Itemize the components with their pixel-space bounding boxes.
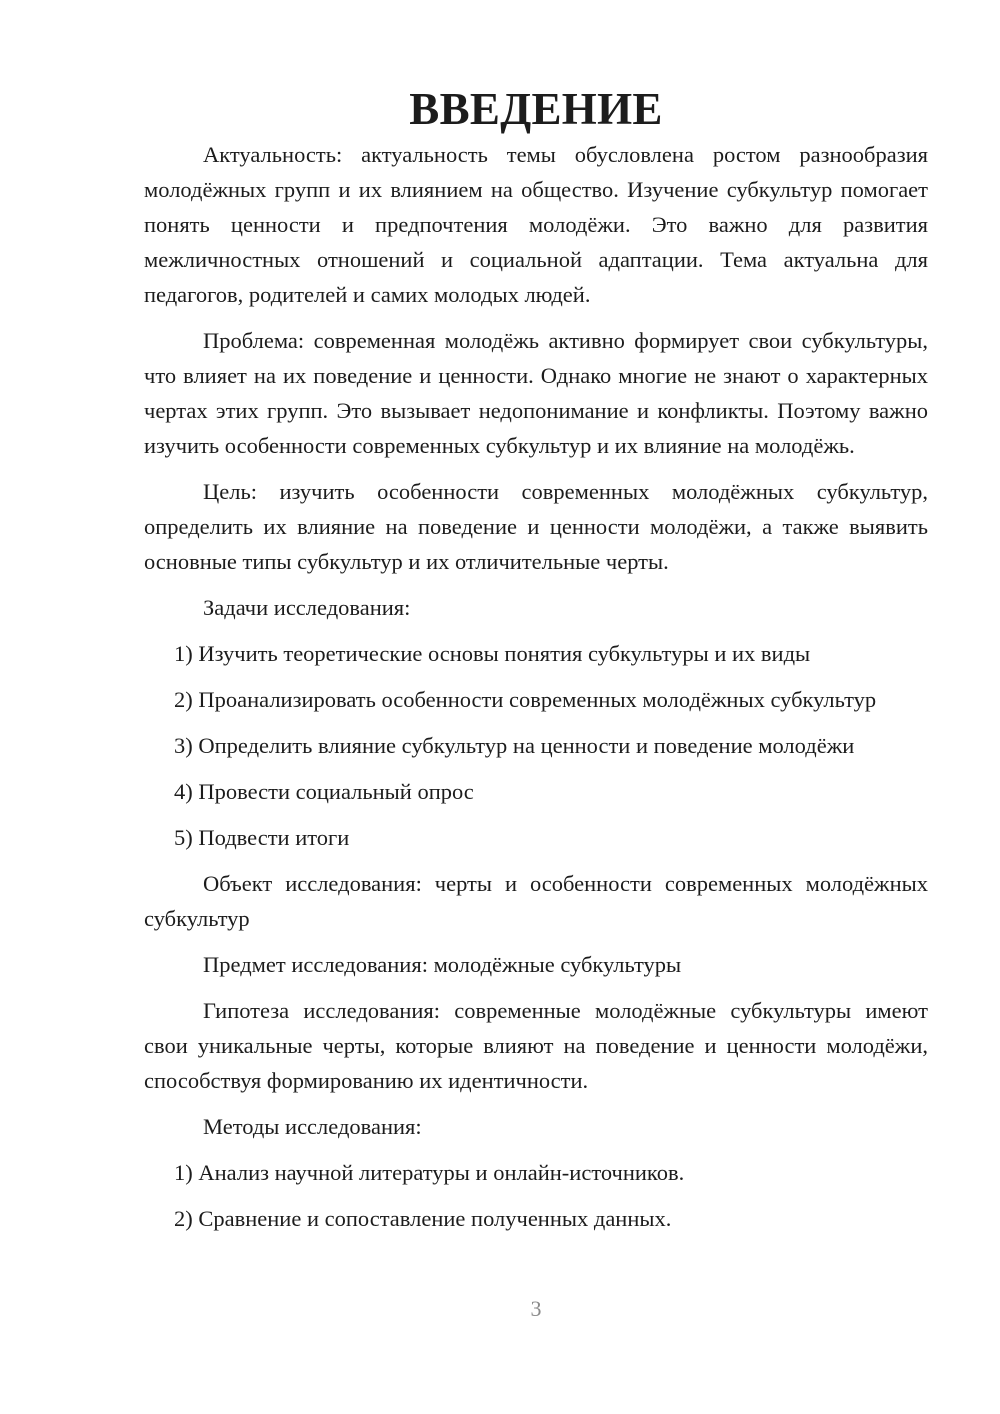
paragraph-problem: Проблема: современная молодёжь активно формирует свои субкультуры, что влияет на их поведение и ценности. Однако многие не знают о характерных чертах этих групп. Это вызывает недопонимание и конфликты. Поэтому важно изучить особенности современных субкультур и их влияние на молодёжь. xyxy=(144,328,928,458)
list-item-task-3: 3) Определить влияние субкультур на ценности и поведение молодёжи xyxy=(174,733,855,758)
list-item-task-1: 1) Изучить теоретические основы понятия субкультуры и их виды xyxy=(174,641,811,666)
page-number: 3 xyxy=(530,1296,542,1321)
list-item-method-2: 2) Сравнение и сопоставление полученных данных. xyxy=(174,1206,672,1231)
list-item-method-1: 1) Анализ научной литературы и онлайн-источников. xyxy=(174,1160,685,1185)
paragraph-goal: Цель: изучить особенности современных молодёжных субкультур, определить их влияние на поведение и ценности молодёжи, а также выявить основные типы субкультур и их отличительные черты. xyxy=(144,479,928,574)
list-item-task-5: 5) Подвести итоги xyxy=(174,825,350,850)
list-item-task-2: 2) Проанализировать особенности современных молодёжных субкультур xyxy=(174,687,877,712)
paragraph-object: Объект исследования: черты и особенности современных молодёжных субкультур xyxy=(144,871,928,931)
paragraph-hypothesis: Гипотеза исследования: современные молодёжные субкультуры имеют свои уникальные черты, которые влияют на поведение и ценности молодёжи, способствуя формированию их идентичности. xyxy=(144,998,928,1093)
paragraph-subject: Предмет исследования: молодёжные субкультуры xyxy=(203,952,682,977)
paragraph-relevance: Актуальность: актуальность темы обусловлена ростом разнообразия молодёжных групп и их влиянием на общество. Изучение субкультур помогает понять ценности и предпочтения молодёжи. Это важно для развития межличностных отношений и социальной адаптации. Тема актуальна для педагогов, родителей и самих молодых людей. xyxy=(144,142,928,307)
section-title: ВВЕДЕНИЕ xyxy=(409,84,663,134)
document-page xyxy=(144,84,928,1247)
list-item-task-4: 4) Провести социальный опрос xyxy=(174,779,474,804)
paragraph-tasks-heading: Задачи исследования: xyxy=(203,595,411,620)
paragraph-methods-heading: Методы исследования: xyxy=(203,1114,422,1139)
